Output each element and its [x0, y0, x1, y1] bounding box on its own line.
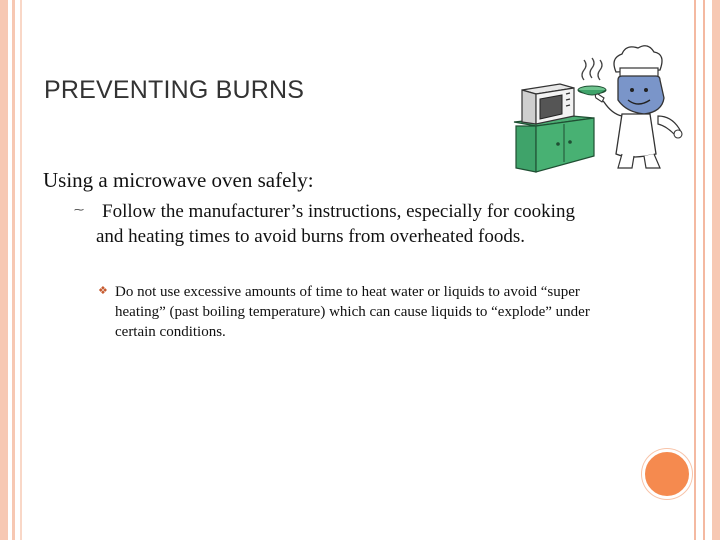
right-border-line-2: [703, 0, 705, 540]
right-border-stripe: [712, 0, 720, 540]
counter-shape: [514, 116, 594, 172]
chef-microwave-clipart: [508, 44, 688, 176]
left-border-line-thin: [20, 0, 22, 540]
diamond-bullet-icon: ❖: [98, 284, 108, 297]
slide-title: PREVENTING BURNS: [44, 76, 305, 104]
microwave-shape: [522, 84, 574, 124]
hot-dish-shape: [578, 86, 606, 95]
left-border-stripe: [0, 0, 8, 540]
bullet-level-1: Follow the manufacturer’s instructions, especially for cooking and heating times to avoid burns from overheated foods.: [96, 201, 575, 247]
steam-lines: [582, 58, 602, 80]
wavy-bullet-icon: ⁓: [74, 205, 84, 216]
slide-subtitle: Using a microwave oven safely:: [43, 168, 314, 192]
bullet-level-2: Do not use excessive amounts of time to heat water or liquids to avoid “super heating” (past boiling temperature) which can cause liquids to “explode” under certain conditions.: [115, 284, 590, 340]
left-border-line: [12, 0, 15, 540]
chef-figure: [595, 46, 682, 168]
right-border-line: [694, 0, 696, 540]
orange-circle-decoration: [642, 449, 692, 499]
